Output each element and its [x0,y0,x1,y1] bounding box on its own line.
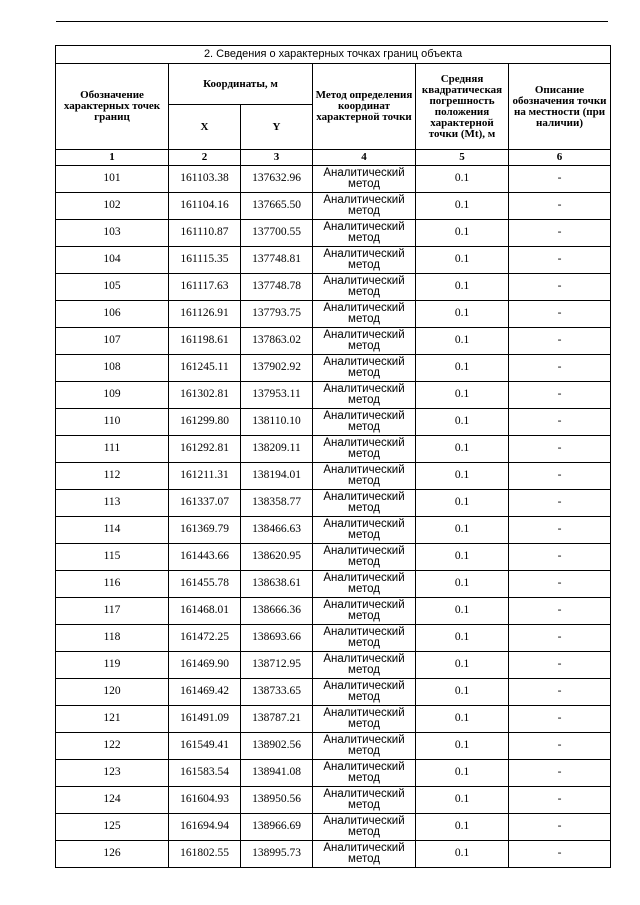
point-description: - [509,247,611,274]
coord-y: 137665.50 [241,193,313,220]
method-line-2: метод [348,259,380,271]
point-id: 106 [56,301,169,328]
method-cell [313,652,416,679]
point-id: 104 [56,247,169,274]
coord-y: 137863.02 [241,328,313,355]
table-row [56,706,611,733]
method-cell [313,544,416,571]
method-line-1: Аналитический [323,841,405,854]
method-line-1: Аналитический [323,490,405,503]
point-id: 121 [56,706,169,733]
method-line-2: метод [348,394,380,406]
column-number: 3 [241,150,313,166]
mean-error: 0.1 [416,274,509,301]
method-line-2: метод [348,772,380,784]
mean-error: 0.1 [416,652,509,679]
point-id: 117 [56,598,169,625]
method-line-2: метод [348,367,380,379]
method-cell [313,598,416,625]
point-description: - [509,760,611,787]
point-description: - [509,571,611,598]
coord-x: 161245.11 [169,355,241,382]
coord-x: 161583.54 [169,760,241,787]
point-description: - [509,463,611,490]
method-line-1: Аналитический [323,598,405,611]
header-point-designation: Обозначение характерных точек границ [56,64,169,150]
point-description: - [509,301,611,328]
method-line-2: метод [348,529,380,541]
mean-error: 0.1 [416,571,509,598]
point-description: - [509,220,611,247]
method-line-1: Аналитический [323,247,405,260]
mean-error: 0.1 [416,760,509,787]
method-line-1: Аналитический [323,382,405,395]
coord-x: 161292.81 [169,436,241,463]
method-line-1: Аналитический [323,166,405,179]
method-line-1: Аналитический [323,355,405,368]
table-row [56,733,611,760]
mean-error: 0.1 [416,436,509,463]
coord-y: 138966.69 [241,814,313,841]
point-id: 111 [56,436,169,463]
mean-error: 0.1 [416,355,509,382]
mean-error: 0.1 [416,544,509,571]
coord-x: 161211.31 [169,463,241,490]
point-id: 110 [56,409,169,436]
method-line-1: Аналитический [323,301,405,314]
coord-x: 161198.61 [169,328,241,355]
point-description: - [509,166,611,193]
column-number: 5 [416,150,509,166]
method-line-2: метод [348,664,380,676]
method-line-1: Аналитический [323,220,405,233]
point-description: - [509,274,611,301]
method-cell [313,355,416,382]
method-cell [313,625,416,652]
coord-y: 138787.21 [241,706,313,733]
point-id: 123 [56,760,169,787]
coord-y: 137700.55 [241,220,313,247]
point-id: 112 [56,463,169,490]
coord-x: 161491.09 [169,706,241,733]
table-row [56,652,611,679]
method-line-1: Аналитический [323,706,405,719]
mean-error: 0.1 [416,409,509,436]
point-description: - [509,544,611,571]
coord-y: 138666.36 [241,598,313,625]
method-line-1: Аналитический [323,679,405,692]
point-description: - [509,598,611,625]
point-id: 107 [56,328,169,355]
mean-error: 0.1 [416,706,509,733]
point-id: 113 [56,490,169,517]
table-row [56,517,611,544]
point-description: - [509,625,611,652]
method-line-1: Аналитический [323,193,405,206]
coord-y: 138941.08 [241,760,313,787]
coord-y: 138638.61 [241,571,313,598]
table-row [56,571,611,598]
method-line-2: метод [348,799,380,811]
method-cell [313,517,416,544]
method-cell [313,301,416,328]
point-id: 105 [56,274,169,301]
table-row [56,355,611,382]
method-cell [313,679,416,706]
point-id: 120 [56,679,169,706]
method-line-2: метод [348,502,380,514]
method-line-1: Аналитический [323,409,405,422]
table-row [56,625,611,652]
table-row [56,382,611,409]
mean-error: 0.1 [416,814,509,841]
method-cell [313,706,416,733]
method-line-1: Аналитический [323,571,405,584]
method-cell [313,382,416,409]
point-description: - [509,814,611,841]
mean-error: 0.1 [416,679,509,706]
mean-error: 0.1 [416,733,509,760]
header-mean-error: Средняя квадратическая погрешность положения характерной точки (Mt), м [416,64,509,150]
method-line-1: Аналитический [323,814,405,827]
point-description: - [509,355,611,382]
table-row [56,490,611,517]
method-line-2: метод [348,475,380,487]
coord-x: 161549.41 [169,733,241,760]
coord-y: 138733.65 [241,679,313,706]
method-line-1: Аналитический [323,787,405,800]
method-line-2: метод [348,556,380,568]
point-id: 116 [56,571,169,598]
method-line-2: метод [348,691,380,703]
method-line-2: метод [348,583,380,595]
method-cell [313,193,416,220]
column-number: 4 [313,150,416,166]
mean-error: 0.1 [416,841,509,868]
section-title: 2. Сведения о характерных точках границ объекта [56,46,611,64]
method-cell [313,787,416,814]
method-cell [313,409,416,436]
coord-x: 161468.01 [169,598,241,625]
coord-x: 161472.25 [169,625,241,652]
mean-error: 0.1 [416,247,509,274]
point-id: 108 [56,355,169,382]
method-line-2: метод [348,178,380,190]
method-line-2: метод [348,718,380,730]
point-id: 124 [56,787,169,814]
table-row [56,220,611,247]
coord-y: 138902.56 [241,733,313,760]
method-line-1: Аналитический [323,436,405,449]
method-cell [313,733,416,760]
method-line-2: метод [348,853,380,865]
mean-error: 0.1 [416,598,509,625]
method-line-2: метод [348,421,380,433]
method-cell [313,220,416,247]
method-cell [313,490,416,517]
coord-y: 138466.63 [241,517,313,544]
coord-x: 161802.55 [169,841,241,868]
table-row [56,166,611,193]
coord-x: 161103.38 [169,166,241,193]
coord-y: 138194.01 [241,463,313,490]
coord-y: 137632.96 [241,166,313,193]
coord-x: 161469.42 [169,679,241,706]
point-description: - [509,409,611,436]
mean-error: 0.1 [416,220,509,247]
coord-x: 161110.87 [169,220,241,247]
table-row [56,193,611,220]
point-id: 102 [56,193,169,220]
point-description: - [509,490,611,517]
coord-y: 138110.10 [241,409,313,436]
method-line-2: метод [348,448,380,460]
table-row [56,679,611,706]
coord-y: 138950.56 [241,787,313,814]
table-row [56,463,611,490]
table-row [56,787,611,814]
point-description: - [509,517,611,544]
point-description: - [509,382,611,409]
table-row [56,301,611,328]
coord-y: 138358.77 [241,490,313,517]
method-cell [313,436,416,463]
method-cell [313,571,416,598]
method-line-1: Аналитический [323,274,405,287]
mean-error: 0.1 [416,166,509,193]
coord-x: 161299.80 [169,409,241,436]
mean-error: 0.1 [416,301,509,328]
point-id: 114 [56,517,169,544]
table-row [56,436,611,463]
table-row [56,598,611,625]
method-line-1: Аналитический [323,463,405,476]
point-id: 126 [56,841,169,868]
header-x: X [169,105,241,150]
method-cell [313,841,416,868]
point-id: 119 [56,652,169,679]
point-id: 125 [56,814,169,841]
coord-x: 161369.79 [169,517,241,544]
coord-x: 161104.16 [169,193,241,220]
point-description: - [509,706,611,733]
coord-y: 138620.95 [241,544,313,571]
point-description: - [509,679,611,706]
method-line-2: метод [348,826,380,838]
method-line-1: Аналитический [323,625,405,638]
mean-error: 0.1 [416,193,509,220]
table-row [56,274,611,301]
coord-y: 138995.73 [241,841,313,868]
coord-x: 161115.35 [169,247,241,274]
mean-error: 0.1 [416,463,509,490]
column-number: 2 [169,150,241,166]
method-line-2: метод [348,286,380,298]
method-line-2: метод [348,205,380,217]
method-cell [313,328,416,355]
header-method: Метод определения координат характерной точки [313,64,416,150]
method-line-2: метод [348,745,380,757]
method-cell [313,814,416,841]
point-description: - [509,841,611,868]
table-row [56,814,611,841]
coord-y: 137953.11 [241,382,313,409]
coord-x: 161604.93 [169,787,241,814]
method-cell [313,760,416,787]
coord-x: 161694.94 [169,814,241,841]
header-description: Описание обозначения точки на местности (при наличии) [509,64,611,150]
table-row [56,247,611,274]
top-rule [56,21,608,22]
coord-x: 161455.78 [169,571,241,598]
coord-x: 161302.81 [169,382,241,409]
point-description: - [509,652,611,679]
method-cell [313,274,416,301]
table-row [56,328,611,355]
point-description: - [509,328,611,355]
point-id: 109 [56,382,169,409]
method-line-2: метод [348,340,380,352]
coord-y: 137902.92 [241,355,313,382]
coord-y: 138693.66 [241,625,313,652]
method-line-1: Аналитический [323,544,405,557]
coord-x: 161469.90 [169,652,241,679]
table-row [56,760,611,787]
point-id: 103 [56,220,169,247]
coord-x: 161117.63 [169,274,241,301]
point-description: - [509,436,611,463]
mean-error: 0.1 [416,787,509,814]
method-cell [313,463,416,490]
point-id: 115 [56,544,169,571]
column-numbers-row [56,150,611,166]
point-description: - [509,787,611,814]
point-description: - [509,193,611,220]
table-row [56,409,611,436]
column-number: 6 [509,150,611,166]
mean-error: 0.1 [416,490,509,517]
mean-error: 0.1 [416,517,509,544]
method-line-1: Аналитический [323,733,405,746]
header-coordinates: Координаты, м [169,64,313,105]
method-cell [313,247,416,274]
method-line-1: Аналитический [323,760,405,773]
coord-x: 161443.66 [169,544,241,571]
coord-y: 137748.78 [241,274,313,301]
method-line-1: Аналитический [323,517,405,530]
coord-y: 137793.75 [241,301,313,328]
coord-y: 137748.81 [241,247,313,274]
point-id: 118 [56,625,169,652]
header-y: Y [241,105,313,150]
method-cell [313,166,416,193]
point-description: - [509,733,611,760]
table-row [56,841,611,868]
mean-error: 0.1 [416,382,509,409]
method-line-2: метод [348,232,380,244]
coord-y: 138712.95 [241,652,313,679]
method-line-2: метод [348,637,380,649]
coord-x: 161337.07 [169,490,241,517]
boundary-points-table [55,45,611,868]
point-id: 101 [56,166,169,193]
method-line-2: метод [348,313,380,325]
mean-error: 0.1 [416,625,509,652]
column-number: 1 [56,150,169,166]
mean-error: 0.1 [416,328,509,355]
method-line-1: Аналитический [323,652,405,665]
coord-y: 138209.11 [241,436,313,463]
coord-x: 161126.91 [169,301,241,328]
method-line-1: Аналитический [323,328,405,341]
point-id: 122 [56,733,169,760]
table-row [56,544,611,571]
method-line-2: метод [348,610,380,622]
